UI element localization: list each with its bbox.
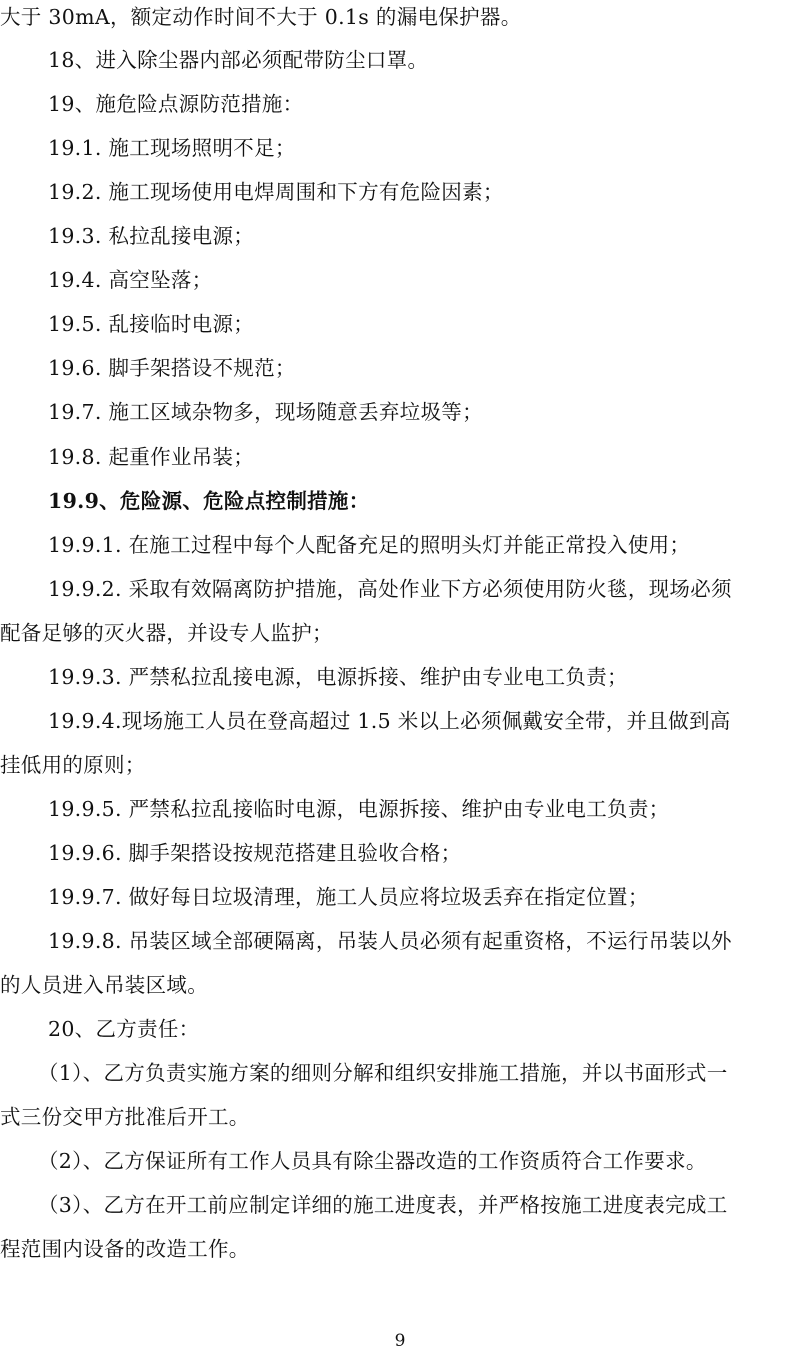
text-line: 19.4. 高空坠落； bbox=[48, 268, 213, 292]
text-line: 19.9.2. 采取有效隔离防护措施，高处作业下方必须使用防火毯，现场必须 bbox=[48, 577, 732, 601]
text-line: 19.9.1. 在施工过程中每个人配备充足的照明头灯并能正常投入使用； bbox=[48, 533, 691, 557]
text-line: 挂低用的原则； bbox=[0, 753, 146, 777]
text-line: 18、进入除尘器内部必须配带防尘口罩。 bbox=[48, 48, 429, 72]
text-line: 19.9.5. 严禁私拉乱接临时电源，电源拆接、维护由专业电工负责； bbox=[48, 797, 670, 821]
text-line: 大于 30mA，额定动作时间不大于 0.1s 的漏电保护器。 bbox=[0, 5, 522, 29]
text-line: 配备足够的灭火器，并设专人监护； bbox=[0, 621, 333, 645]
text-line: 19.7. 施工区域杂物多，现场随意丢弃垃圾等； bbox=[48, 400, 483, 424]
text-line: 式三份交甲方批准后开工。 bbox=[0, 1105, 250, 1129]
text-line: 的人员进入吊装区域。 bbox=[0, 973, 208, 997]
text-line: 19.9.3. 严禁私拉乱接电源，电源拆接、维护由专业电工负责； bbox=[48, 665, 628, 689]
text-line: 19.9.8. 吊装区域全部硬隔离，吊装人员必须有起重资格，不运行吊装以外 bbox=[48, 929, 732, 953]
text-line: 19.9.4.现场施工人员在登高超过 1.5 米以上必须佩戴安全带，并且做到高 bbox=[48, 709, 731, 733]
text-line: （3）、乙方在开工前应制定详细的施工进度表，并严格按施工进度表完成工 bbox=[38, 1193, 728, 1217]
page-number: 9 bbox=[394, 1331, 406, 1351]
text-line: 19.1. 施工现场照明不足； bbox=[48, 136, 296, 160]
text-line: 19、施危险点源防范措施： bbox=[48, 92, 304, 116]
text-line: 程范围内设备的改造工作。 bbox=[0, 1237, 250, 1261]
text-line: 19.9.6. 脚手架搭设按规范搭建且验收合格； bbox=[48, 841, 462, 865]
section-heading: 19.9、危险源、危险点控制措施： bbox=[48, 489, 370, 513]
text-line: 20、乙方责任： bbox=[48, 1017, 200, 1041]
text-line: 19.2. 施工现场使用电焊周围和下方有危险因素； bbox=[48, 180, 504, 204]
text-line: 19.6. 脚手架搭设不规范； bbox=[48, 356, 296, 380]
text-line: （1）、乙方负责实施方案的细则分解和组织安排施工措施，并以书面形式一 bbox=[38, 1061, 728, 1085]
text-line: 19.5. 乱接临时电源； bbox=[48, 312, 255, 336]
text-line: 19.8. 起重作业吊装； bbox=[48, 445, 255, 469]
text-line: 19.3. 私拉乱接电源； bbox=[48, 224, 255, 248]
text-line: （2）、乙方保证所有工作人员具有除尘器改造的工作资质符合工作要求。 bbox=[38, 1149, 707, 1173]
text-line: 19.9.7. 做好每日垃圾清理，施工人员应将垃圾丢弃在指定位置； bbox=[48, 885, 649, 909]
